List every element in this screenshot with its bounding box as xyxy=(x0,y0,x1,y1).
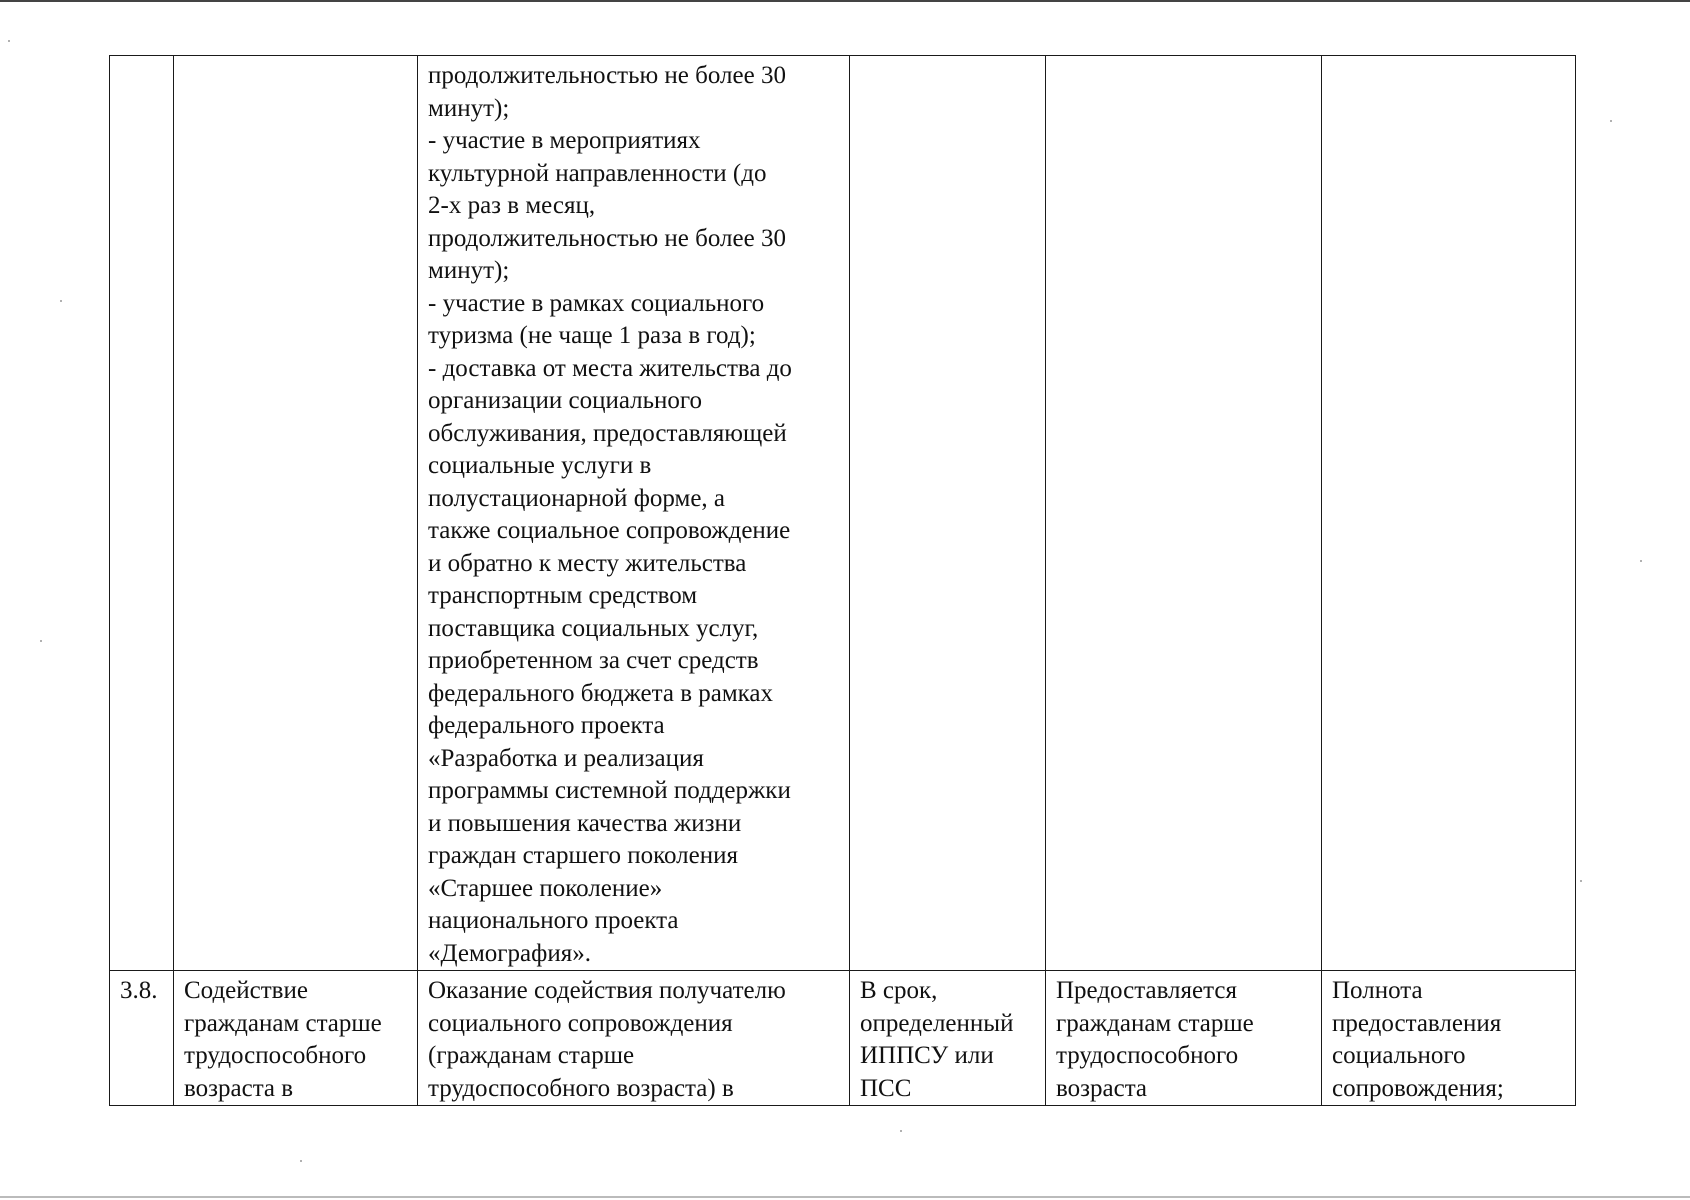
text-line: обслуживания, предоставляющей xyxy=(428,419,787,447)
cell-term xyxy=(850,56,1046,971)
scan-speck xyxy=(1610,120,1612,122)
scan-speck xyxy=(60,300,62,302)
text-line: транспортным средством xyxy=(428,582,698,609)
text-line: «Разработка и реализация xyxy=(428,744,704,772)
text-line: организации социального xyxy=(428,387,703,414)
text-line: приобретенном за счет средств xyxy=(428,647,759,674)
text-line: предоставления xyxy=(1332,1009,1502,1037)
text-line: также социальное сопровождение xyxy=(428,517,791,544)
scan-speck xyxy=(8,40,10,42)
text-line: ПСС xyxy=(860,1074,912,1102)
text-line: социального xyxy=(1332,1042,1466,1069)
cell-num xyxy=(110,56,174,971)
text-line: - участие в рамках социального xyxy=(428,289,765,317)
text-line: полустационарной форме, а xyxy=(428,484,726,512)
text-line: туризма (не чаще 1 раза в год); xyxy=(428,322,756,349)
scan-edge-top xyxy=(0,0,1690,2)
cell-service-name xyxy=(174,971,418,1106)
text-line: В срок, xyxy=(860,977,938,1004)
scan-edge-bottom xyxy=(0,1196,1690,1198)
text-line: федерального проекта xyxy=(428,712,665,739)
text-line: - доставка от места жительства до xyxy=(428,354,792,382)
text-line: граждан старшего поколения xyxy=(428,842,738,869)
scan-speck xyxy=(1640,560,1642,562)
scan-speck xyxy=(900,1130,902,1132)
scan-speck xyxy=(300,1160,302,1162)
text-line: федерального бюджета в рамках xyxy=(428,679,774,707)
text-line: гражданам старше xyxy=(1056,1009,1254,1037)
text-line: национального проекта xyxy=(428,907,679,934)
text-line: 2-х раз в месяц, xyxy=(428,192,596,219)
table-row-3-8 xyxy=(110,971,1576,1106)
text-line: сопровождения; xyxy=(1332,1074,1504,1102)
text-line: «Старшее поколение» xyxy=(428,874,663,902)
text-line: Полнота xyxy=(1332,977,1423,1004)
text-line: программы системной поддержки xyxy=(428,777,791,804)
text-line: и повышения качества жизни xyxy=(428,809,742,837)
text-line: определенный xyxy=(860,1009,1014,1037)
row-number: 3.8. xyxy=(120,977,158,1004)
cell-conditions xyxy=(1046,56,1322,971)
cell-service-name xyxy=(174,56,418,971)
text-line: культурной направленности (до xyxy=(428,159,767,187)
cell-term xyxy=(850,971,1046,1106)
cell-quality xyxy=(1322,56,1576,971)
text-line: трудоспособного xyxy=(184,1042,367,1069)
cell-conditions xyxy=(1046,971,1322,1106)
text-line: Предоставляется xyxy=(1056,977,1237,1004)
text-line: минут); xyxy=(428,94,510,122)
text-line: Оказание содействия получателю xyxy=(428,977,786,1004)
text-line: продолжительностью не более 30 xyxy=(428,62,786,89)
text-line: возраста xyxy=(1056,1074,1148,1102)
scan-speck xyxy=(1580,880,1582,882)
cell-quality xyxy=(1322,971,1576,1106)
text-line: гражданам старше xyxy=(184,1009,382,1037)
text-line: продолжительностью не более 30 xyxy=(428,224,786,252)
cell-num xyxy=(110,971,174,1106)
text-line: поставщика социальных услуг, xyxy=(428,614,759,642)
text-line: социальные услуги в xyxy=(428,452,652,479)
text-line: «Демография». xyxy=(428,939,591,967)
table-row-continuation xyxy=(110,56,1576,971)
cell-service-description xyxy=(418,971,850,1106)
scan-speck xyxy=(40,640,42,642)
text-line: социального сопровождения xyxy=(428,1009,733,1037)
services-table xyxy=(109,55,1576,1106)
text-line: трудоспособного xyxy=(1056,1042,1239,1069)
text-line: (гражданам старше xyxy=(428,1042,635,1069)
text-line: - участие в мероприятиях xyxy=(428,127,701,154)
text-line: и обратно к месту жительства xyxy=(428,549,747,577)
cell-service-description xyxy=(418,56,850,971)
text-line: ИППСУ или xyxy=(860,1042,994,1069)
text-line: трудоспособного возраста) в xyxy=(428,1074,734,1102)
text-line: возраста в xyxy=(184,1074,294,1102)
text-line: Содействие xyxy=(184,977,308,1004)
text-line: минут); xyxy=(428,257,510,284)
